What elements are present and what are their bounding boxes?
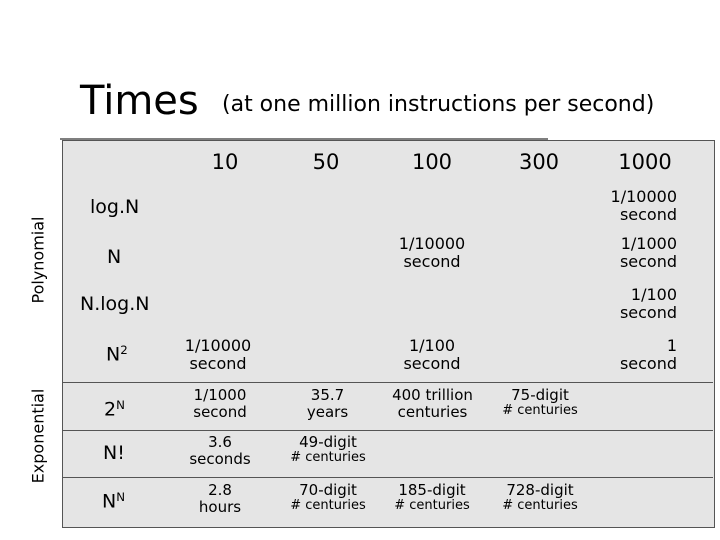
table-cell: 1/10000 second bbox=[184, 336, 252, 374]
table-cell: 1/100 second bbox=[403, 336, 461, 374]
table-cell: 728-digit # centuries bbox=[502, 481, 578, 514]
poly-exp-divider bbox=[62, 382, 713, 383]
row-divider bbox=[62, 430, 713, 431]
table-cell: 1 second bbox=[619, 336, 677, 374]
table-cell: 1/10000 second bbox=[398, 234, 466, 272]
column-header: 1000 bbox=[618, 150, 672, 174]
column-header: 300 bbox=[518, 150, 560, 174]
row-label-n-factorial: N! bbox=[103, 442, 125, 464]
table-cell: 75-digit # centuries bbox=[502, 386, 578, 419]
table-cell: 1/1000 second bbox=[193, 386, 247, 422]
table-cell: 49-digit # centuries bbox=[290, 433, 366, 466]
row-label-n-to-n: $N^N$ bbox=[102, 490, 126, 513]
row-divider bbox=[62, 477, 713, 478]
row-label-n-squared: $N^2$ bbox=[106, 343, 128, 366]
column-header: 50 bbox=[312, 150, 340, 174]
exponential-label: Exponential bbox=[28, 388, 48, 484]
table-cell: 3.6 seconds bbox=[189, 433, 251, 469]
row-label-logn: log.N bbox=[90, 196, 140, 218]
polynomial-label: Polynomial bbox=[28, 216, 48, 304]
row-label-n: N bbox=[107, 246, 122, 268]
table-cell: 35.7 years bbox=[306, 386, 349, 422]
column-header: 100 bbox=[411, 150, 453, 174]
slide-subtitle: (at one million instructions per second) bbox=[222, 92, 655, 117]
table-cell: 1/10000 second bbox=[610, 187, 677, 225]
table-cell: 2.8 hours bbox=[198, 481, 242, 517]
row-label-two-to-n: $2^N$ bbox=[104, 398, 125, 421]
table-cell: 400 trillion centuries bbox=[392, 386, 473, 422]
table-cell: 1/1000 second bbox=[619, 234, 677, 272]
table-cell: 185-digit # centuries bbox=[394, 481, 470, 514]
row-label-nlogn: N.log.N bbox=[80, 293, 150, 315]
table-cell: 1/100 second bbox=[619, 285, 677, 323]
column-header: 10 bbox=[211, 150, 239, 174]
table-cell: 70-digit # centuries bbox=[290, 481, 366, 514]
slide-title: Times bbox=[80, 78, 199, 124]
